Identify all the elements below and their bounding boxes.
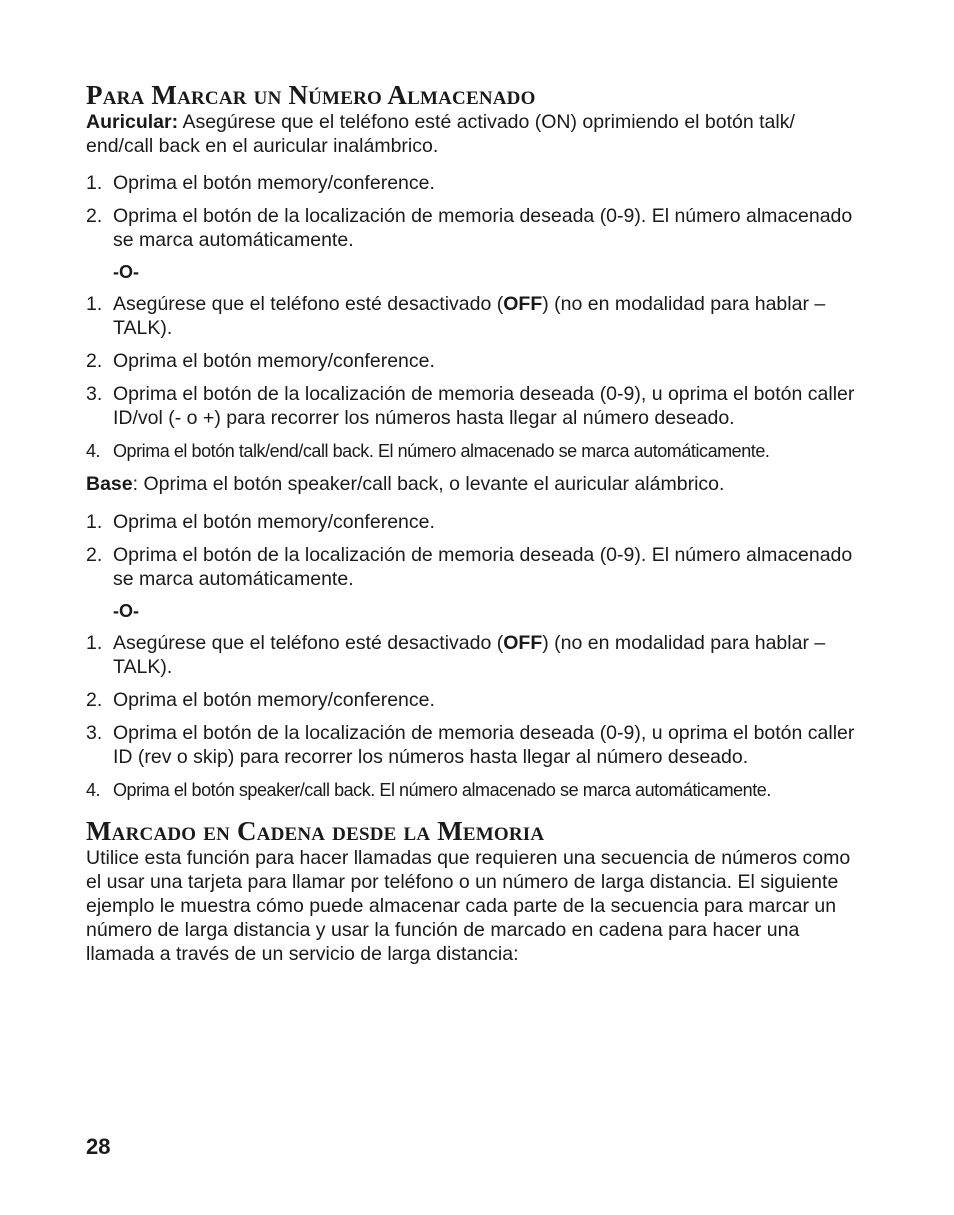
handset-steps-a [86, 171, 866, 252]
base-steps-c [86, 510, 866, 591]
or-separator: -O- [113, 601, 139, 621]
page-number: 28 [86, 1134, 111, 1159]
list-item: 2. Oprima el botón de la localización de memoria deseada (0-9). El número almacenado se marca automáticamente. [86, 544, 853, 590]
page-content [86, 80, 866, 966]
list-item: 3. Oprima el botón de la localización de memoria deseada (0-9), u oprima el botón caller ID (rev o skip) para recorrer los números hasta llegar al número deseado. [86, 722, 855, 768]
base-text: : Oprima el botón speaker/call back, o levante el auricular alámbrico. [132, 473, 725, 495]
chain-dial-body: Utilice esta función para hacer llamadas que requieren una secuencia de números como el usar una tarjeta para llamar por teléfono o un número de larga distancia. El siguiente ejemplo le muestra cómo puede almacenar cada parte de la secuencia para marcar un número de larga distancia y usar la función de marcado en cadena para hacer una llamada a través de un servicio de larga distancia: [86, 847, 851, 965]
list-item: 1. Oprima el botón memory/conference. [86, 172, 435, 194]
list-item: 1. Oprima el botón memory/conference. [86, 511, 435, 533]
handset-instruction [86, 110, 866, 158]
list-item: 2. Oprima el botón memory/conference. [86, 350, 435, 372]
list-item: 2. Oprima el botón de la localización de memoria deseada (0-9). El número almacenado se marca automáticamente. [86, 205, 853, 251]
section-title-dial-stored: Para Marcar un Número Almacenado [86, 80, 536, 110]
list-item: 1. Asegúrese que el teléfono esté desactivado (OFF) (no en modalidad para hablar –TALK). [86, 293, 826, 339]
list-item: 1. Asegúrese que el teléfono esté desactivado (OFF) (no en modalidad para hablar –TALK). [86, 632, 826, 678]
handset-text: Asegúrese que el teléfono esté activado (ON) oprimiendo el botón talk/ end/call back en el auricular inalámbrico. [86, 111, 795, 157]
list-item: 4. Oprima el botón speaker/call back. El número almacenado se marca automáticamente. [86, 780, 771, 800]
or-separator: -O- [113, 262, 139, 282]
base-instruction [86, 472, 866, 496]
section-title-chain-dial: Marcado en Cadena desde la Memoria [86, 816, 545, 846]
list-item: 3. Oprima el botón de la localización de memoria deseada (0-9), u oprima el botón caller ID/vol (- o +) para recorrer los números hasta llegar al número deseado. [86, 383, 855, 429]
handset-steps-b [86, 292, 866, 463]
base-label: Base [86, 473, 133, 495]
list-item: 2. Oprima el botón memory/conference. [86, 689, 435, 711]
list-item: 4. Oprima el botón talk/end/call back. El número almacenado se marca automáticamente. [86, 441, 770, 461]
handset-label: Auricular: [86, 111, 179, 133]
base-steps-d [86, 631, 866, 802]
